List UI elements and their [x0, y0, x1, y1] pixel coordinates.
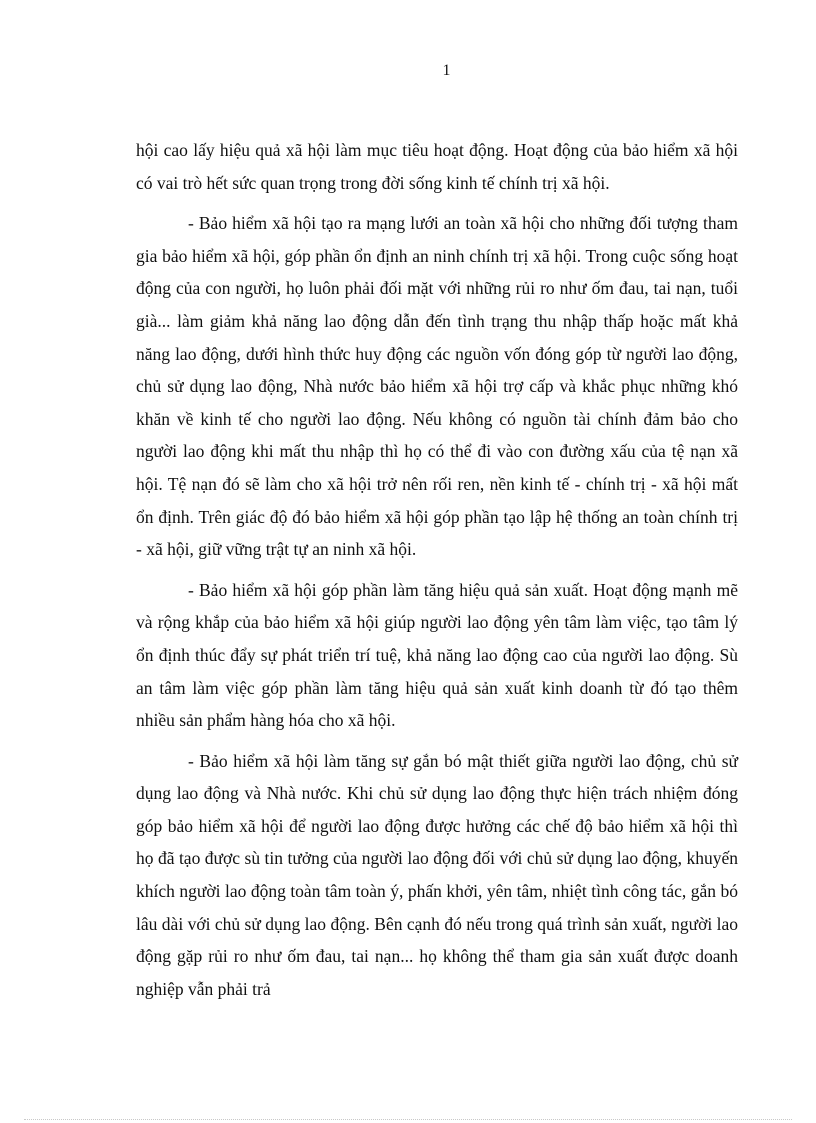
paragraph-employer-relationship: - Bảo hiểm xã hội làm tăng sự gắn bó mật thiết giữa người lao động, chủ sử dụng lao động và Nhà nước. Khi chủ sử dụng lao động thực hiện trách nhiệm đóng góp bảo hiểm xã hội để người lao động được hưởng các chế độ bảo hiểm xã hội thì họ đã tạo được sù tin tưởng của người lao động đối với chủ sử dụng lao động, khuyến khích người lao động toàn tâm toàn ý, phấn khởi, yên tâm, nhiệt tình công tác, gắn bó lâu dài với chủ sử dụng lao động. Bên cạnh đó nếu trong quá trình sản xuất, người lao động gặp rủi ro như ốm đau, tai nạn... họ không thể tham gia sản xuất được doanh nghiệp vẫn phải trả — [136, 750, 738, 999]
page-number: 1 — [442, 62, 451, 79]
paragraph-production-efficiency: - Bảo hiểm xã hội góp phần làm tăng hiệu quả sản xuất. Hoạt động mạnh mẽ và rộng khắp của bảo hiểm xã hội giúp người lao động yên tâm làm việc, tạo tâm lý ổn định thúc đẩy sự phát triển trí tuệ, khả năng lao động cao của người lao động. Sù an tâm làm việc góp phần làm tăng hiệu quả sản xuất kinh doanh từ đó tạo thêm nhiều sản phẩm hàng hóa cho xã hội. — [136, 579, 738, 731]
paragraph-continuation: hội cao lấy hiệu quả xã hội làm mục tiêu hoạt động. Hoạt động của bảo hiểm xã hội có vai trò hết sức quan trọng trong đời sống kinh tế chính trị xã hội. — [136, 140, 738, 193]
document-body — [136, 134, 738, 1013]
page-bottom-divider — [24, 1119, 792, 1120]
paragraph-social-safety-net: - Bảo hiểm xã hội tạo ra mạng lưới an toàn xã hội cho những đối tượng tham gia bảo hiểm xã hội, góp phần ổn định an ninh chính trị xã hội. Trong cuộc sống hoạt động của con người, họ luôn phải đối mặt với những rủi ro như ốm đau, tai nạn, tuổi già... làm giảm khả năng lao động dẫn đến tình trạng thu nhập thấp hoặc mất khả năng lao động, dưới hình thức huy động các nguồn vốn đóng góp từ người lao động, chủ sử dụng lao động, Nhà nước bảo hiểm xã hội trợ cấp và khắc phục những khó khăn về kinh tế cho người lao động. Nếu không có nguồn tài chính đảm bảo cho người lao động khi mất thu nhập thì họ có thể đi vào con đường xấu của tệ nạn xã hội. Tệ nạn đó sẽ làm cho xã hội trở nên rối ren, nền kinh tế - chính trị - xã hội mất ổn định. Trên giác độ đó bảo hiểm xã hội góp phần tạo lập hệ thống an toàn chính trị - xã hội, giữ vững trật tự an ninh xã hội. — [136, 213, 738, 560]
